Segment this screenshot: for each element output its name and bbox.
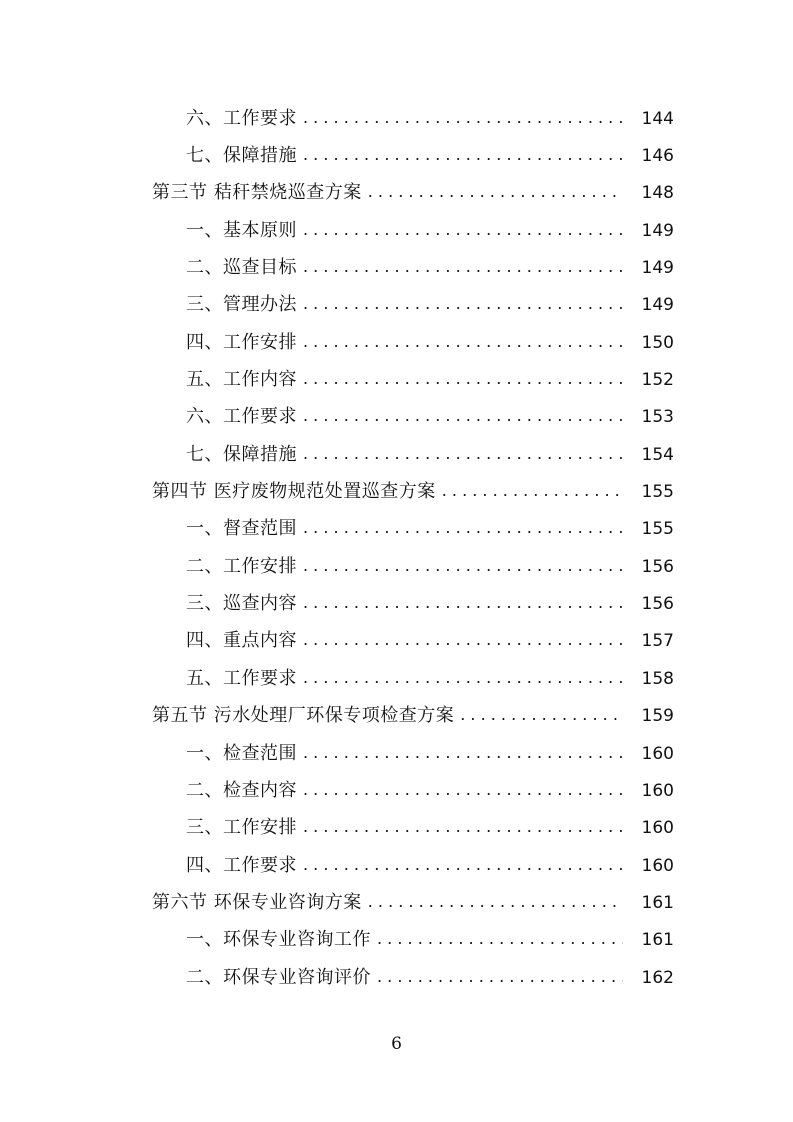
page-number: 6	[391, 1034, 402, 1054]
toc-entry-title: 二、工作安排	[186, 555, 297, 577]
toc-entry-page-number: 160	[641, 818, 674, 839]
toc-entry[interactable]	[0, 884, 793, 921]
toc-dot-leader	[303, 220, 623, 240]
toc-dot-leader	[442, 481, 623, 501]
toc-dot-leader	[303, 369, 623, 389]
toc-dot-leader	[303, 108, 623, 128]
toc-dot-leader	[460, 705, 623, 725]
toc-entry-page-number: 150	[641, 332, 674, 353]
toc-entry[interactable]	[0, 772, 793, 809]
toc-dot-leader	[303, 780, 623, 800]
toc-entry-page-number: 162	[641, 967, 674, 988]
toc-dot-leader	[303, 556, 623, 576]
toc-entry-title: 四、重点内容	[186, 630, 297, 652]
toc-dot-leader	[377, 929, 623, 949]
toc-entry-page-number: 149	[641, 295, 674, 316]
toc-entry[interactable]	[0, 623, 793, 660]
toc-entry-page-number: 161	[641, 892, 674, 913]
toc-entry-page-number: 160	[641, 855, 674, 876]
toc-entry-title: 一、环保专业咨询工作	[186, 929, 371, 951]
toc-entry[interactable]	[0, 847, 793, 884]
toc-dot-leader	[303, 145, 623, 165]
toc-dot-leader	[303, 518, 623, 538]
toc-entry[interactable]	[0, 399, 793, 436]
toc-dot-leader	[303, 332, 623, 352]
toc-entry-page-number: 144	[641, 108, 674, 129]
toc-entry[interactable]	[0, 959, 793, 996]
toc-entry-title: 二、环保专业咨询评价	[186, 966, 371, 988]
toc-entry-title: 五、工作内容	[186, 369, 297, 391]
toc-entry-page-number: 160	[641, 780, 674, 801]
toc-entry-title: 三、巡查内容	[186, 593, 297, 615]
toc-entry[interactable]	[0, 361, 793, 398]
toc-entry-page-number: 155	[641, 519, 674, 540]
toc-entry-title: 第五节 污水处理厂环保专项检查方案	[152, 705, 455, 727]
toc-entry[interactable]	[0, 922, 793, 959]
toc-entry-title: 四、工作安排	[186, 331, 297, 353]
toc-entry-title: 四、工作要求	[186, 854, 297, 876]
toc-dot-leader	[303, 630, 623, 650]
toc-entry-title: 五、工作要求	[186, 667, 297, 689]
toc-dot-leader	[377, 967, 623, 987]
toc-entry-title: 七、保障措施	[186, 145, 297, 167]
toc-entry-title: 一、检查范围	[186, 742, 297, 764]
toc-dot-leader	[303, 294, 623, 314]
toc-entry-page-number: 160	[641, 743, 674, 764]
toc-entry-page-number: 158	[641, 668, 674, 689]
toc-entry[interactable]	[0, 287, 793, 324]
toc-entry[interactable]	[0, 212, 793, 249]
toc-entry-page-number: 149	[641, 220, 674, 241]
toc-dot-leader	[303, 668, 623, 688]
toc-entry-title: 二、检查内容	[186, 779, 297, 801]
toc-entry-title: 六、工作要求	[186, 406, 297, 428]
toc-entry-page-number: 156	[641, 594, 674, 615]
toc-entry-title: 三、工作安排	[186, 817, 297, 839]
toc-entry[interactable]	[0, 548, 793, 585]
toc-entry[interactable]	[0, 436, 793, 473]
toc-entry-page-number: 157	[641, 631, 674, 652]
toc-entry[interactable]	[0, 100, 793, 137]
toc-dot-leader	[368, 182, 623, 202]
toc-entry-title: 第三节 秸秆禁烧巡查方案	[152, 182, 362, 204]
toc-entry[interactable]	[0, 249, 793, 286]
toc-entry-page-number: 155	[641, 482, 674, 503]
toc-entry-page-number: 149	[641, 258, 674, 279]
toc-entry-title: 七、保障措施	[186, 443, 297, 465]
toc-entry[interactable]	[0, 735, 793, 772]
toc-dot-leader	[303, 406, 623, 426]
toc-entry[interactable]	[0, 137, 793, 174]
toc-entry-page-number: 153	[641, 407, 674, 428]
toc-dot-leader	[303, 743, 623, 763]
toc-entry-title: 六、工作要求	[186, 107, 297, 129]
toc-dot-leader	[303, 593, 623, 613]
toc-entry-title: 第六节 环保专业咨询方案	[152, 891, 362, 913]
toc-entry[interactable]	[0, 698, 793, 735]
toc-entry[interactable]	[0, 585, 793, 622]
toc-entry[interactable]	[0, 175, 793, 212]
toc-entry[interactable]	[0, 473, 793, 510]
toc-entry-title: 一、督查范围	[186, 518, 297, 540]
toc-entry[interactable]	[0, 660, 793, 697]
toc-entry-title: 第四节 医疗废物规范处置巡查方案	[152, 481, 436, 503]
toc-entry-page-number: 161	[641, 930, 674, 951]
toc-dot-leader	[303, 444, 623, 464]
toc-dot-leader	[303, 855, 623, 875]
toc-entry-title: 一、基本原则	[186, 219, 297, 241]
toc-entry-title: 三、管理办法	[186, 294, 297, 316]
toc-entry-page-number: 156	[641, 556, 674, 577]
toc-entry[interactable]	[0, 511, 793, 548]
toc-entry-title: 二、巡查目标	[186, 257, 297, 279]
toc-entry-page-number: 148	[641, 183, 674, 204]
toc-entry-page-number: 146	[641, 146, 674, 167]
toc-entry-page-number: 159	[641, 706, 674, 727]
toc-entry[interactable]	[0, 810, 793, 847]
toc-entry[interactable]	[0, 324, 793, 361]
toc-entry-page-number: 154	[641, 444, 674, 465]
toc-entry-page-number: 152	[641, 370, 674, 391]
toc-dot-leader	[368, 892, 623, 912]
table-of-contents	[0, 100, 793, 996]
toc-dot-leader	[303, 257, 623, 277]
toc-dot-leader	[303, 817, 623, 837]
